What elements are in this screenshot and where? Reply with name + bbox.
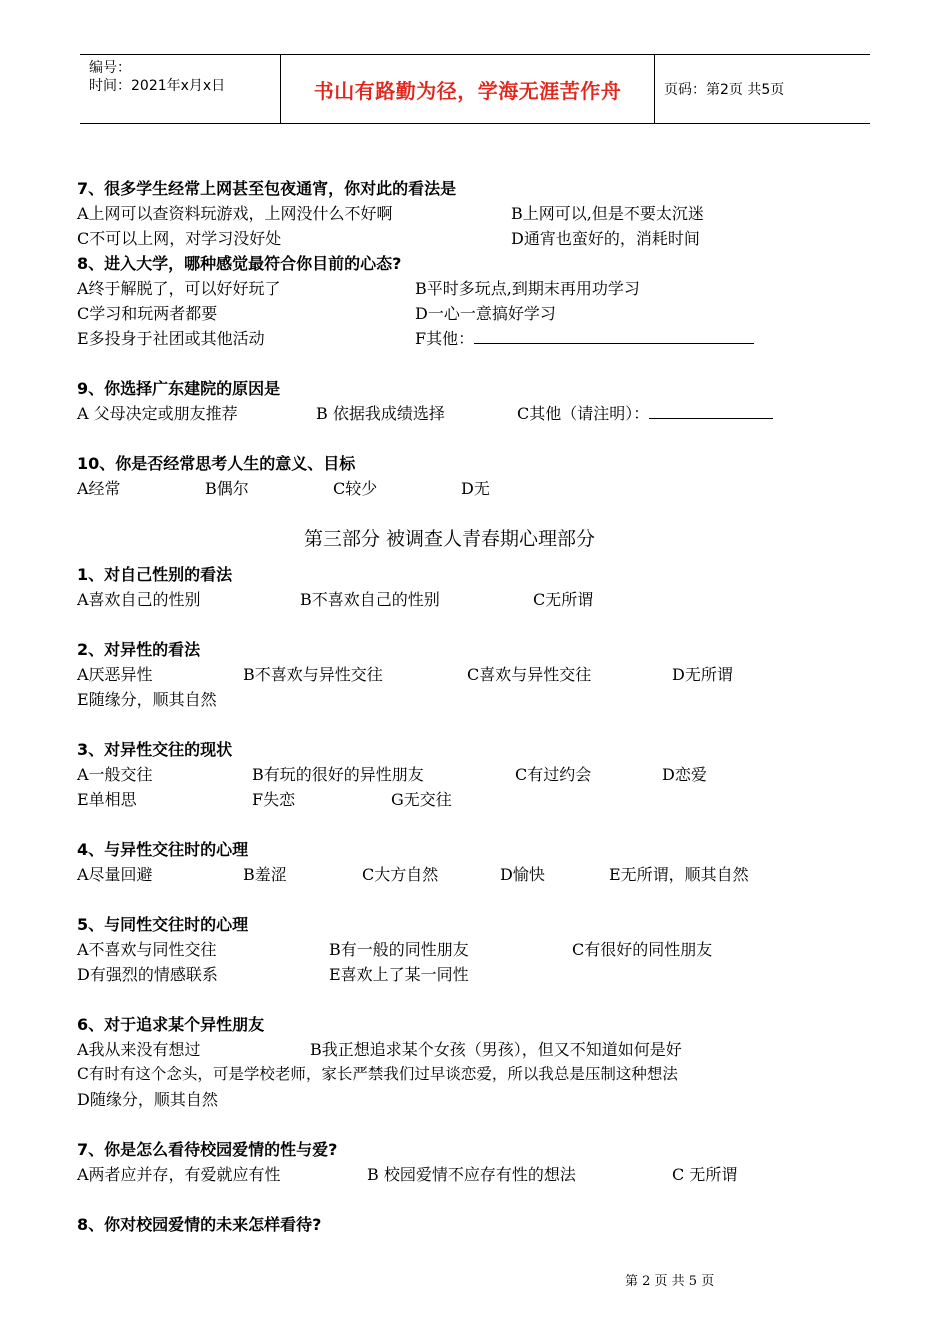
option-row xyxy=(77,937,877,962)
option: B平时多玩点,到期末再用功学习 xyxy=(415,279,640,298)
option-row xyxy=(77,687,877,712)
option: A经常 xyxy=(77,479,121,498)
question-title: 3、对异性交往的现状 xyxy=(77,740,233,759)
option-row xyxy=(77,1162,877,1187)
option: D随缘分，顺其自然 xyxy=(77,1090,218,1109)
option: C有过约会 xyxy=(515,765,592,784)
option: D一心一意搞好学习 xyxy=(415,304,556,323)
option-row xyxy=(77,476,877,501)
question-block xyxy=(77,737,877,812)
option-row xyxy=(77,226,877,251)
fill-in-blank[interactable] xyxy=(649,402,773,419)
option: E单相思 xyxy=(77,790,137,809)
option: C有很好的同性朋友 xyxy=(572,940,713,959)
question-title: 2、对异性的看法 xyxy=(77,640,201,659)
option-row xyxy=(77,962,877,987)
option: D有强烈的情感联系 xyxy=(77,965,218,984)
option: A 父母决定或朋友推荐 xyxy=(77,404,238,423)
option-row xyxy=(77,862,877,887)
option: A厌恶异性 xyxy=(77,665,153,684)
option-row xyxy=(77,1062,877,1087)
question-block xyxy=(77,1212,877,1237)
question-block xyxy=(77,1137,877,1187)
question-title: 7、很多学生经常上网甚至包夜通宵，你对此的看法是 xyxy=(77,179,457,198)
fill-in-blank[interactable] xyxy=(474,327,754,344)
section-title: 第三部分 被调查人青春期心理部分 xyxy=(303,528,596,550)
option: A终于解脱了，可以好好玩了 xyxy=(77,279,281,298)
option-row xyxy=(77,401,877,426)
header-time-label: 时间：2021年x月x日 xyxy=(89,78,226,94)
option: B羞涩 xyxy=(243,865,287,884)
option-row xyxy=(77,301,877,326)
option: A尽量回避 xyxy=(77,865,153,884)
option-row xyxy=(77,1087,877,1112)
header-page-code: 页码：第2页 共5页 xyxy=(664,82,785,98)
option-row xyxy=(77,662,877,687)
question-title: 10、你是否经常思考人生的意义、目标 xyxy=(77,454,356,473)
option: B上网可以,但是不要太沉迷 xyxy=(511,204,704,223)
question-title: 5、与同性交往时的心理 xyxy=(77,915,249,934)
option: D无 xyxy=(461,479,490,498)
question-block xyxy=(77,637,877,712)
question-block xyxy=(77,912,877,987)
option: C较少 xyxy=(333,479,378,498)
option: E喜欢上了某一同性 xyxy=(329,965,469,984)
option: F失恋 xyxy=(252,790,296,809)
option-row xyxy=(77,1037,877,1062)
option: A上网可以查资料玩游戏，上网没什么不好啊 xyxy=(77,204,393,223)
option: A两者应并存，有爱就应有性 xyxy=(77,1165,281,1184)
option: E随缘分，顺其自然 xyxy=(77,690,217,709)
question-block xyxy=(77,251,877,351)
option: B不喜欢自己的性别 xyxy=(300,590,440,609)
question-title: 8、进入大学，哪种感觉最符合你目前的心态? xyxy=(77,254,402,273)
question-block xyxy=(77,176,877,251)
question-block xyxy=(77,562,877,612)
option: B有一般的同性朋友 xyxy=(329,940,469,959)
option: D恋爱 xyxy=(662,765,707,784)
header-motto: 书山有路勤为径，学海无涯苦作舟 xyxy=(281,55,655,123)
option: C有时有这个念头，可是学校老师，家长严禁我们过早谈恋爱，所以我总是压制这种想法 xyxy=(77,1065,678,1083)
question-title: 7、你是怎么看待校园爱情的性与爱? xyxy=(77,1140,338,1159)
option: E多投身于社团或其他活动 xyxy=(77,329,265,348)
header-number-label: 编号： xyxy=(89,60,131,76)
question-block xyxy=(77,837,877,887)
option: B偶尔 xyxy=(205,479,249,498)
option: C无所谓 xyxy=(533,590,594,609)
page-number: 第 2 页 共 5 页 xyxy=(625,1274,715,1289)
option: C大方自然 xyxy=(362,865,439,884)
option: D无所谓 xyxy=(672,665,733,684)
option-other xyxy=(517,401,773,426)
option: B 校园爱情不应存有性的想法 xyxy=(367,1165,576,1184)
option: E无所谓，顺其自然 xyxy=(609,865,749,884)
option: C喜欢与异性交往 xyxy=(467,665,592,684)
document-header xyxy=(80,54,870,124)
option: C学习和玩两者都要 xyxy=(77,304,218,323)
header-meta xyxy=(80,55,281,123)
option-row xyxy=(77,201,877,226)
option-row xyxy=(77,587,877,612)
option: A我从来没有想过 xyxy=(77,1040,201,1059)
questionnaire-body xyxy=(77,176,877,1237)
option: D愉快 xyxy=(500,865,545,884)
option-row xyxy=(77,276,877,301)
option: C不可以上网，对学习没好处 xyxy=(77,229,282,248)
question-title: 1、对自己性别的看法 xyxy=(77,565,233,584)
option: B我正想追求某个女孩（男孩），但又不知道如何是好 xyxy=(310,1040,682,1059)
question-block xyxy=(77,451,877,501)
option-row xyxy=(77,787,877,812)
question-block xyxy=(77,1012,877,1112)
option-label: C其他（请注明）： xyxy=(517,404,650,423)
option: B不喜欢与异性交往 xyxy=(243,665,383,684)
option: A一般交往 xyxy=(77,765,153,784)
option-other xyxy=(415,326,754,351)
option-row xyxy=(77,762,877,787)
question-title: 6、对于追求某个异性朋友 xyxy=(77,1015,265,1034)
option: G无交往 xyxy=(391,790,452,809)
option: A不喜欢与同性交往 xyxy=(77,940,217,959)
question-title: 9、你选择广东建院的原因是 xyxy=(77,379,281,398)
question-title: 8、你对校园爱情的未来怎样看待? xyxy=(77,1215,322,1234)
option-row xyxy=(77,326,877,351)
option: C 无所谓 xyxy=(672,1165,738,1184)
option: A喜欢自己的性别 xyxy=(77,590,201,609)
option: D通宵也蛮好的，消耗时间 xyxy=(511,229,700,248)
question-title: 4、与异性交往时的心理 xyxy=(77,840,249,859)
option: B 依据我成绩选择 xyxy=(316,404,445,423)
option: B有玩的很好的异性朋友 xyxy=(252,765,424,784)
option-label: F其他： xyxy=(415,329,475,348)
question-block xyxy=(77,376,877,426)
